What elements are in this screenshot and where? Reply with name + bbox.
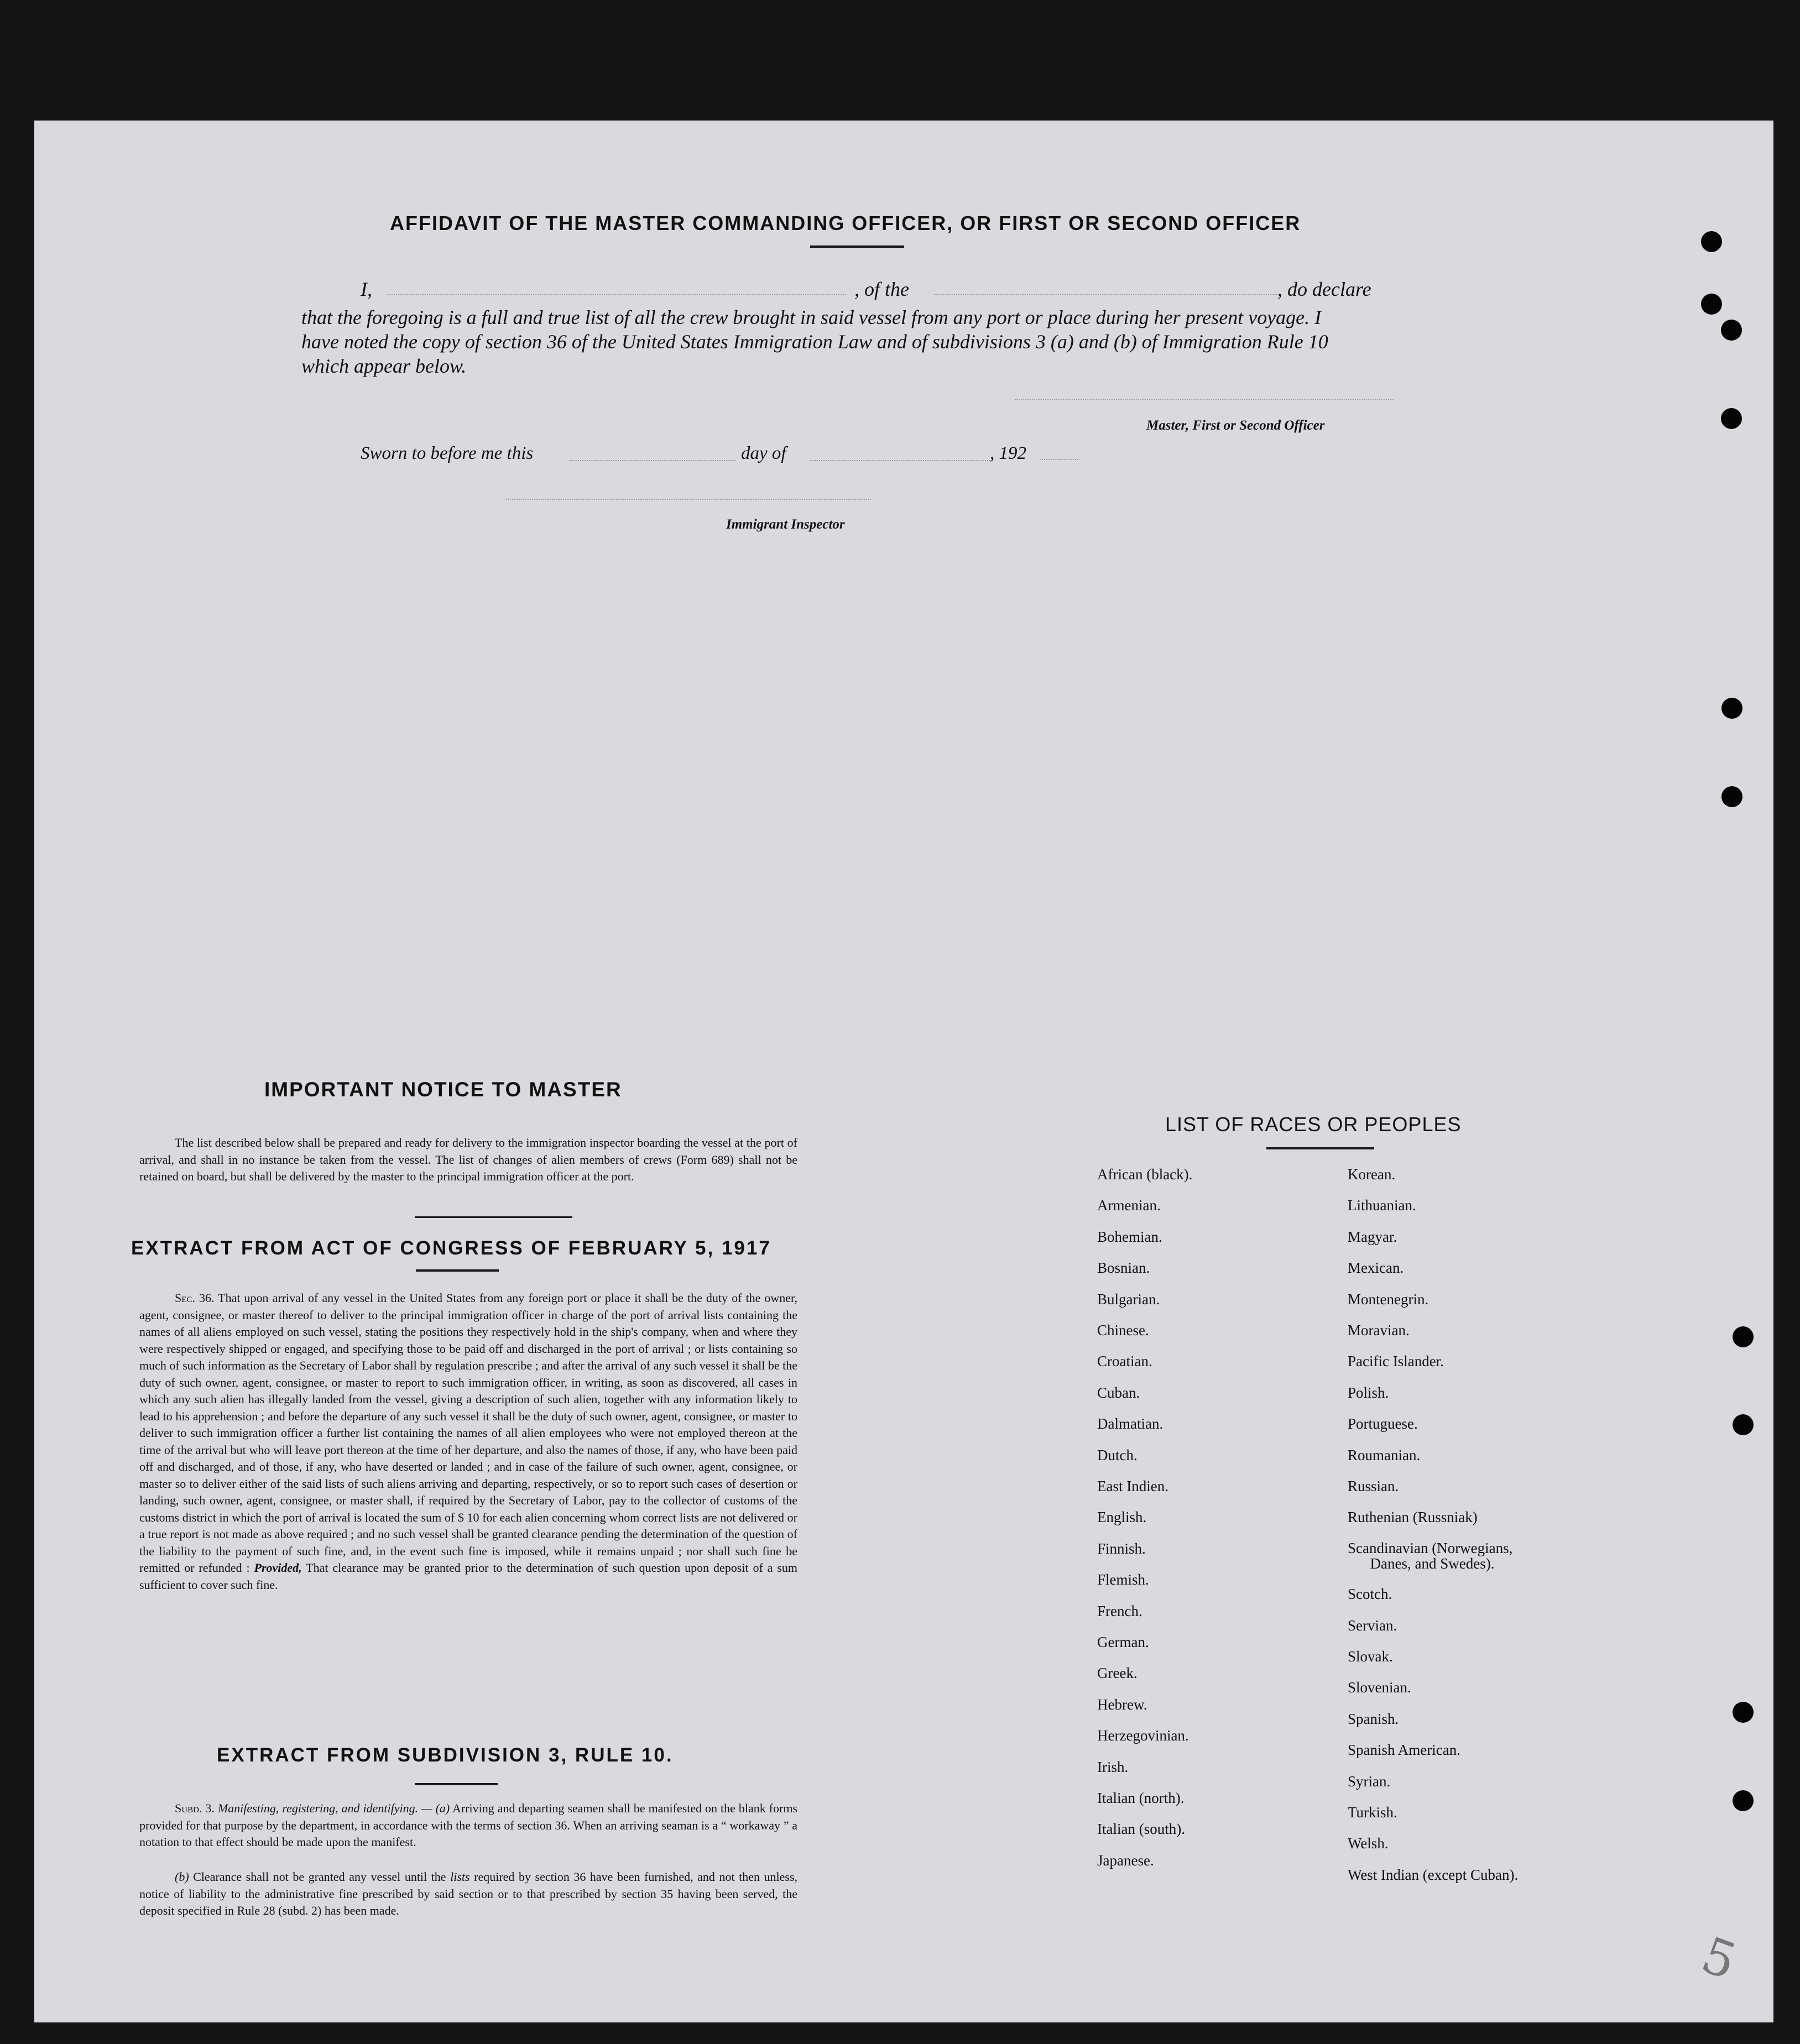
race-item-scotch: Scotch.	[1348, 1586, 1392, 1603]
sec-36-label: Sec. 36.	[175, 1291, 215, 1305]
punch-hole	[1701, 294, 1722, 315]
races-title: LIST OF RACES OR PEOPLES	[1165, 1113, 1462, 1136]
race-item-lithuanian: Lithuanian.	[1348, 1197, 1416, 1214]
vessel-name-field[interactable]	[935, 294, 1277, 295]
race-item-armenian: Armenian.	[1097, 1197, 1161, 1214]
race-item-japanese: Japanese.	[1097, 1852, 1154, 1869]
affidavit-title: AFFIDAVIT OF THE MASTER COMMANDING OFFICER, OR FIRST OR SECOND OFFICER	[390, 212, 1301, 234]
races-title-rule	[1266, 1147, 1374, 1149]
punch-hole	[1721, 786, 1742, 807]
part-b-text: Clearance shall not be granted any vessel until the	[193, 1870, 446, 1884]
document-sheet	[34, 121, 1773, 2022]
inspector-caption: Immigrant Inspector	[726, 517, 845, 532]
race-item-german: German.	[1097, 1634, 1149, 1650]
affidavit-title-rule	[810, 245, 904, 248]
race-item-spanish-american: Spanish American.	[1348, 1742, 1460, 1759]
subd-3-heading: Manifesting, registering, and identifying.	[217, 1801, 419, 1815]
race-item-african-black: African (black).	[1097, 1166, 1193, 1183]
rule-extract-rule	[415, 1783, 498, 1785]
sworn-year-field[interactable]	[1040, 459, 1078, 460]
sec-36-text: That upon arrival of any vessel in the United States from any foreign port or place it shall be the duty of the owner, agent, consignee, or master thereof to deliver to the principal immigration officer in charge of the port of arrival lists containing the names of all aliens employed on such vessel, stating the positions they respectively hold in the ship's company, when and where they were respectively shipped or engaged, and specifying those to be paid off and discharged in the port of arrival ; or lists containing so much of such information as the Secretary of Labor shall by regulation prescribe ; and after the arrival of any such vessel it shall be the duty of such owner, agent, consignee, or master to report to such immigration officer, in writing, as soon as discovered, all cases in which any such alien has illegally landed from the vessel, giving a description of such alien, together with any information likely to lead to his apprehension ; and before the departure of any such vessel it shall be the duty of such owner, agent, consignee, or master to deliver to such immigration officer a further list containing the names of all alien employees who were not employed thereon at the time of the arrival but who will leave port thereon at the time of her departure, and also the names of those, if any, who have been paid off and discharged, and of those, if any, who have deserted or landed ; and in case of the failure of such owner, agent, consignee, or master so to deliver either of the said lists of such aliens arriving and departing, respectively, or so to report such cases of desertion or landing, such owner, agent, consignee, or master shall, if required by the Secretary of Labor, pay to the collector of customs of the customs district in which the port of arrival is located the sum of $ 10 for each alien concerning whom correct lists are not delivered or a true report is not made as above required ; and no such vessel shall be granted clearance pending the determination of the question of the liability to the payment of such fine, and, in the event such fine is imposed, while it remains unpaid ; nor shall such fine be remitted or refunded :	[139, 1291, 798, 1575]
race-item-welsh: Welsh.	[1348, 1835, 1389, 1852]
inspector-signature-field[interactable]	[506, 499, 871, 500]
notice-rule	[415, 1216, 572, 1218]
race-item-herzegovinian: Herzegovinian.	[1097, 1727, 1189, 1744]
notice-body: The list described below shall be prepared and ready for delivery to the immigration inspector boarding the vessel at the port of arrival, and shall in no instance be taken from the vessel. The list of changes of alien members of crews (Form 689) shall not be retained on board, but shall be delivered by the master to the principal immigration officer at the port.	[139, 1136, 797, 1183]
year-label: , 192	[990, 443, 1026, 463]
rule-extract-part-a	[139, 1800, 797, 1851]
race-item-slovenian: Slovenian.	[1348, 1679, 1411, 1696]
subd-3-label: Subd. 3.	[175, 1801, 215, 1815]
affidavit-body: that the foregoing is a full and true list of all the crew brought in said vessel from any port or place during her present voyage. I have noted the copy of section 36 of the United States Immigration Law and of subdivisions 3 (a) and (b) of Immigration Rule 10 which appear below.	[301, 306, 1328, 377]
punch-hole	[1733, 1326, 1754, 1347]
sworn-month-field[interactable]	[810, 460, 993, 461]
race-item-ruthenian-russniak: Ruthenian (Russniak)	[1348, 1509, 1478, 1526]
race-item-english: English.	[1097, 1509, 1147, 1526]
race-item-turkish: Turkish.	[1348, 1804, 1397, 1821]
provided-label: Provided,	[254, 1561, 302, 1575]
race-item-montenegrin: Montenegrin.	[1348, 1290, 1429, 1308]
race-item-servian: Servian.	[1348, 1617, 1397, 1634]
notice-title: IMPORTANT NOTICE TO MASTER	[264, 1078, 622, 1101]
punch-hole	[1721, 408, 1742, 429]
race-item-hebrew: Hebrew.	[1097, 1696, 1147, 1713]
rule-extract-title: EXTRACT FROM SUBDIVISION 3, RULE 10.	[217, 1744, 674, 1766]
race-item-roumanian: Roumanian.	[1348, 1446, 1421, 1463]
punch-hole	[1733, 1790, 1754, 1811]
act-extract-title: EXTRACT FROM ACT OF CONGRESS OF FEBRUARY 5, 1917	[131, 1237, 771, 1259]
punch-hole	[1721, 320, 1742, 341]
race-item-syrian: Syrian.	[1348, 1773, 1391, 1790]
race-item-moravian: Moravian.	[1348, 1322, 1410, 1339]
master-name-field[interactable]	[387, 294, 846, 295]
sworn-label: Sworn to before me this	[361, 443, 534, 463]
race-item-croatian: Croatian.	[1097, 1353, 1152, 1370]
race-item-spanish: Spanish.	[1348, 1710, 1399, 1727]
race-item-dalmatian: Dalmatian.	[1097, 1415, 1164, 1433]
signature-caption: Master, First or Second Officer	[1146, 418, 1325, 433]
officer-signature-field[interactable]	[1015, 399, 1394, 400]
punch-hole	[1733, 1702, 1754, 1723]
race-item-bohemian: Bohemian.	[1097, 1228, 1162, 1245]
race-item-mexican: Mexican.	[1348, 1259, 1404, 1277]
punch-hole	[1721, 698, 1742, 719]
race-item-irish: Irish.	[1097, 1758, 1129, 1775]
punch-hole	[1701, 231, 1722, 252]
part-a-text: Arriving and departing seamen shall be manifested on the blank forms provided for that purpose by the department, in accordance with the terms of section 36. When an arriving seaman is a “ workaway ” a notation to that effect should be made upon the manifest.	[139, 1801, 797, 1849]
punch-hole	[1733, 1414, 1754, 1435]
act-extract-rule	[416, 1269, 499, 1272]
race-item-korean: Korean.	[1348, 1166, 1396, 1183]
margin-pencil-mark: 5	[1694, 1926, 1744, 1991]
rule-extract-part-b	[139, 1869, 797, 1920]
part-a-label: — (a)	[421, 1801, 450, 1815]
day-of-label: day of	[741, 443, 786, 463]
part-b-lists: lists	[450, 1870, 470, 1884]
race-item-finnish: Finnish.	[1097, 1540, 1146, 1557]
race-item-bulgarian: Bulgarian.	[1097, 1290, 1160, 1308]
sworn-day-field[interactable]	[570, 460, 735, 461]
act-extract-section-36	[139, 1290, 797, 1593]
race-item-dutch: Dutch.	[1097, 1446, 1138, 1463]
affidavit-declare-label: , do declare	[1277, 278, 1371, 300]
affidavit-of-the-label: , of the	[854, 278, 909, 300]
sec-36-text-end: That clearance may be granted prior to the determination of such question upon deposit of a sum sufficient to cover such fine.	[139, 1561, 798, 1592]
part-b-label: (b)	[175, 1870, 189, 1884]
race-item-polish: Polish.	[1348, 1384, 1389, 1401]
race-item-french: French.	[1097, 1602, 1142, 1619]
race-item-greek: Greek.	[1097, 1665, 1138, 1682]
race-item-portuguese: Portuguese.	[1348, 1415, 1418, 1433]
race-item-magyar: Magyar.	[1348, 1228, 1397, 1245]
race-item-cuban: Cuban.	[1097, 1384, 1140, 1401]
race-item-russian: Russian.	[1348, 1478, 1399, 1494]
race-item-italian-north: Italian (north).	[1097, 1790, 1185, 1806]
race-item-slovak: Slovak.	[1348, 1648, 1393, 1665]
race-item-italian-south: Italian (south).	[1097, 1821, 1185, 1838]
affidavit-i-label: I,	[361, 278, 372, 300]
race-item-east-indien: East Indien.	[1097, 1478, 1168, 1494]
race-item-pacific-islander: Pacific Islander.	[1348, 1353, 1444, 1370]
race-item-bosnian: Bosnian.	[1097, 1259, 1150, 1277]
race-item-chinese: Chinese.	[1097, 1322, 1149, 1339]
race-item-scandinavian-norwegians-danes-and-swedes: Scandinavian (Norwegians, Danes, and Swedes).	[1348, 1539, 1513, 1572]
part-b-text-end: required by section 36 have been furnished, and not then unless, notice of liability to the administrative fine prescribed by said section or to that prescribed by section 35 having been served, the deposit specified in Rule 28 (subd. 2) has been made.	[139, 1870, 798, 1917]
race-item-flemish: Flemish.	[1097, 1571, 1149, 1588]
race-item-west-indian-except-cuban: West Indian (except Cuban).	[1348, 1866, 1519, 1883]
